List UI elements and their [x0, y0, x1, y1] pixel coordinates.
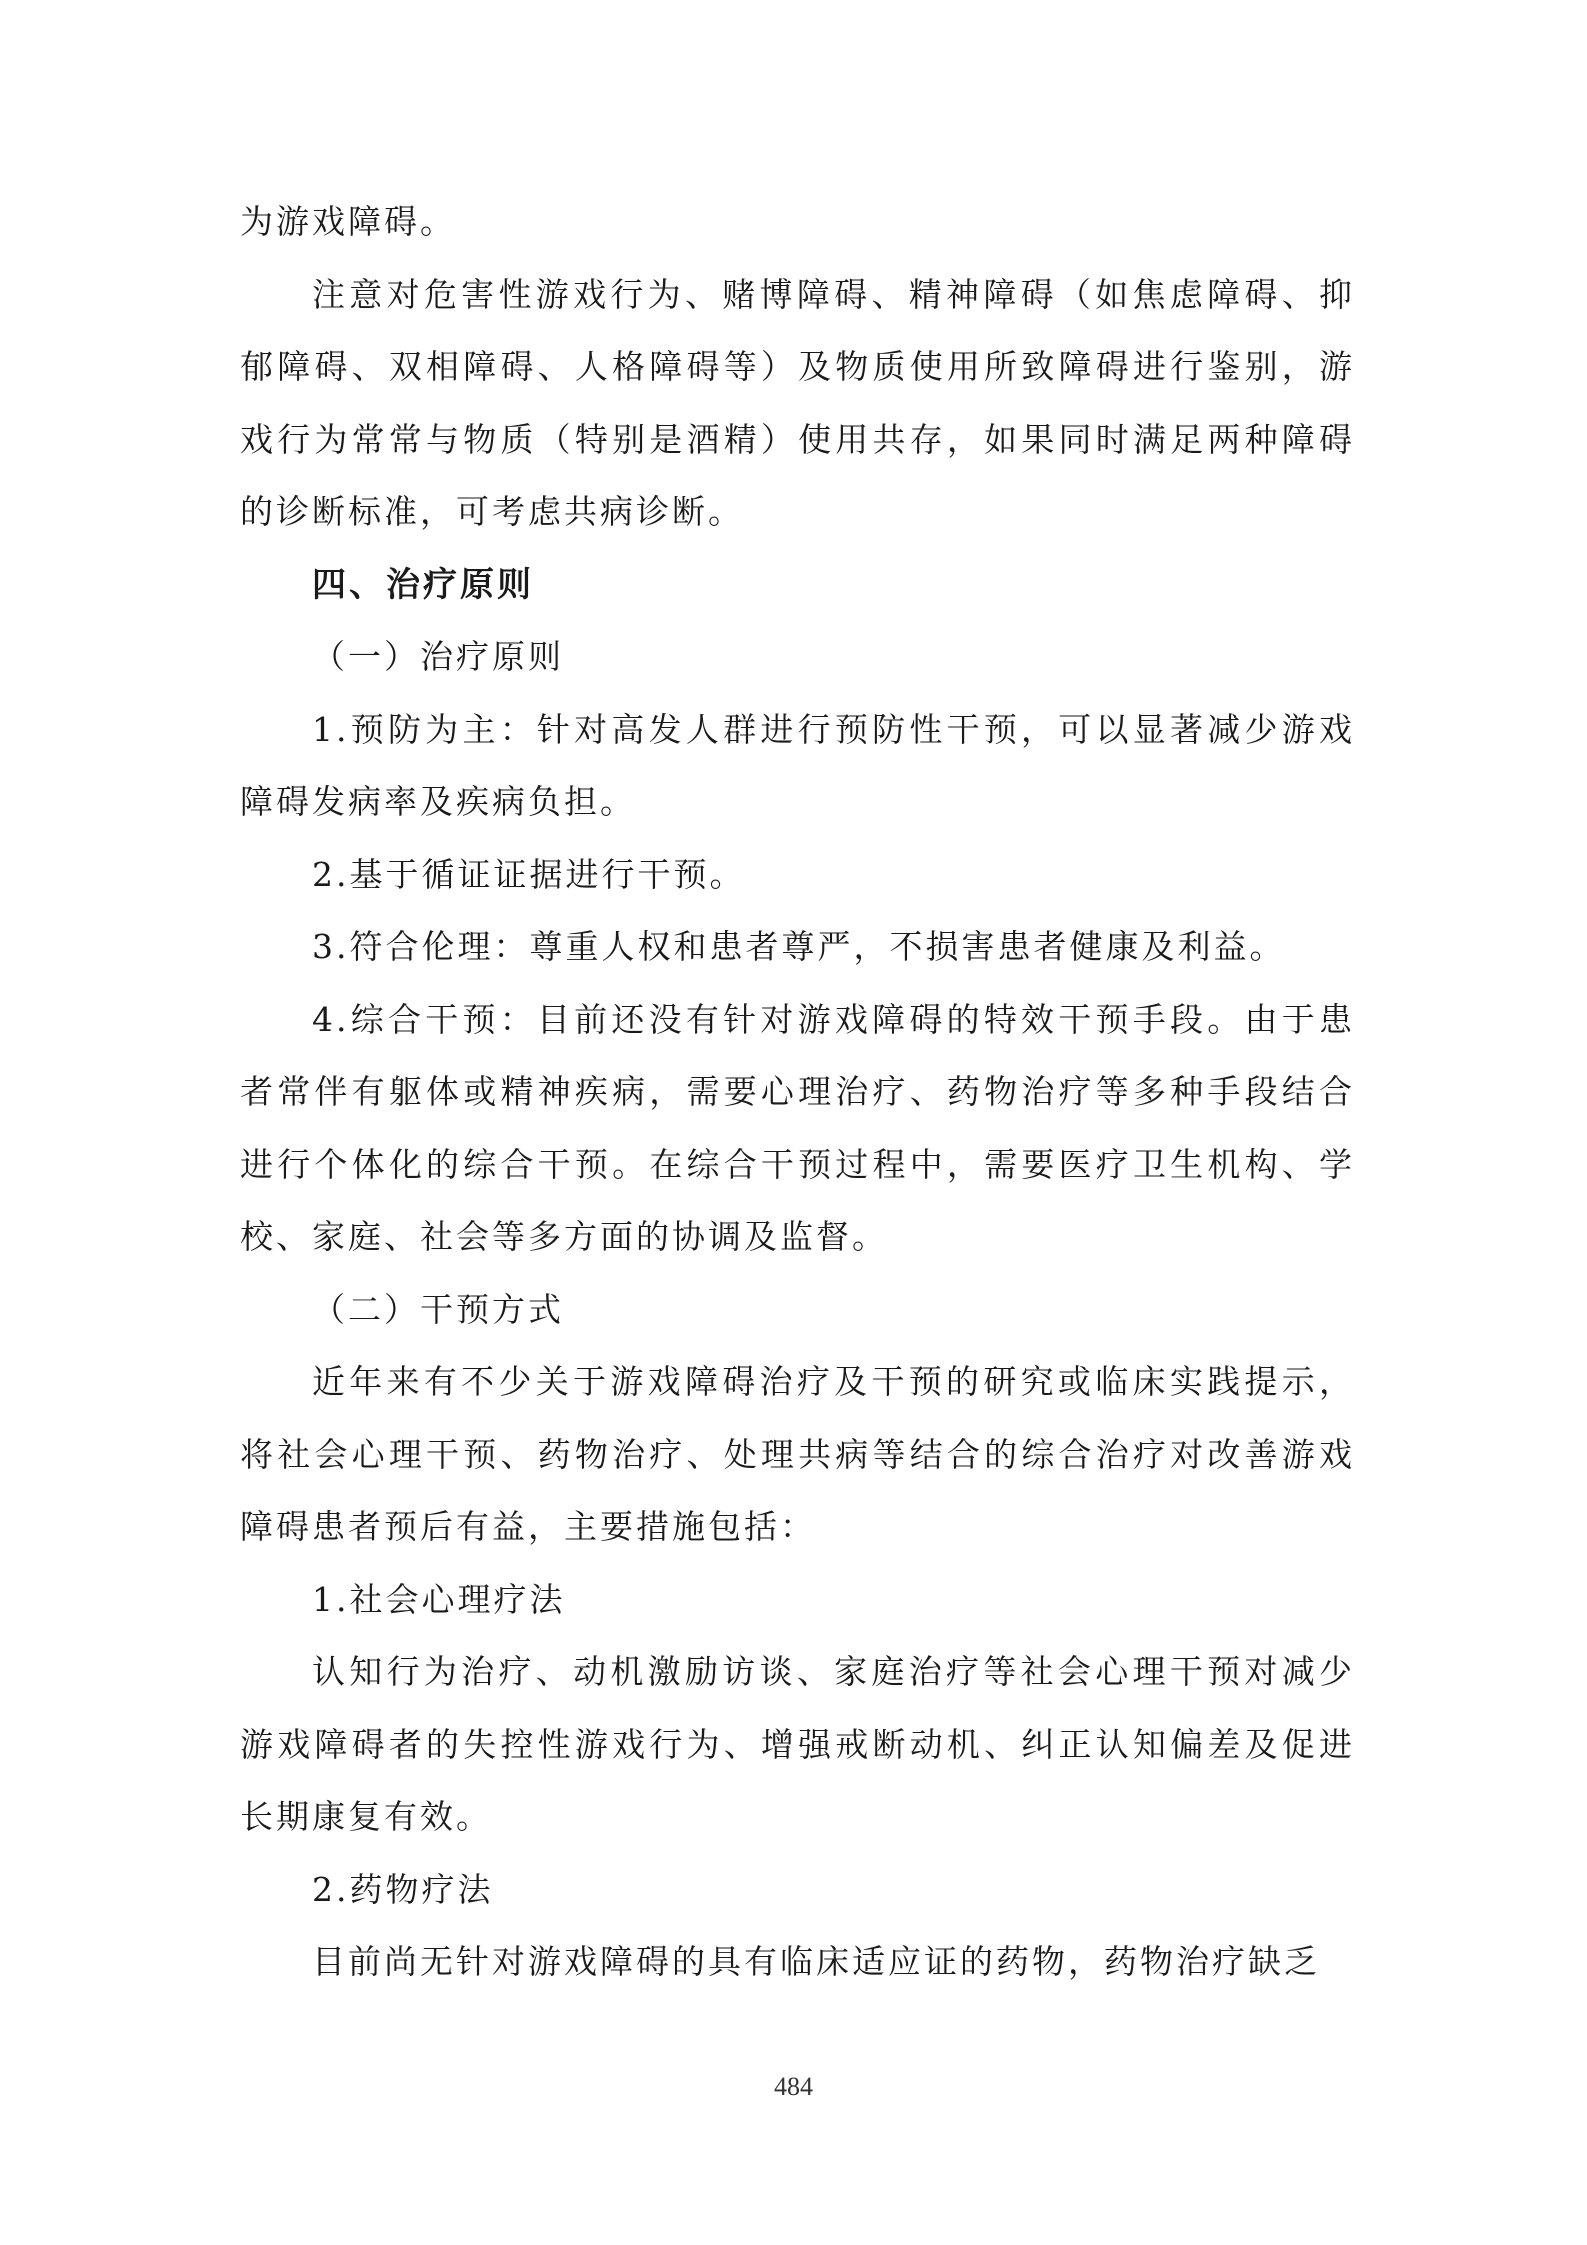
body-text: [240, 186, 1355, 1999]
paragraph-differential-diagnosis: 注意对危害性游戏行为、赌博障碍、精神障碍（如焦虑障碍、抑郁障碍、双相障碍、人格障碍等）及物质使用所致障碍进行鉴别，游戏行为常常与物质（特别是酒精）使用共存，如果同时满足两种障碍的诊断标准，可考虑共病诊断。: [240, 274, 1355, 531]
subsection-heading-intervention-methods: （二）干预方式: [312, 1289, 564, 1329]
paragraph-pharmacotherapy: 目前尚无针对游戏障碍的具有临床适应证的药物，药物治疗缺乏: [312, 1942, 1320, 1981]
page-number: 484: [774, 2072, 813, 2101]
list-item-ethics: 3.符合伦理：尊重人权和患者尊严，不损害患者健康及利益。: [312, 927, 1286, 966]
subsection-heading-principles: （一）治疗原则: [312, 637, 564, 676]
list-heading-psychosocial: 1.社会心理疗法: [312, 1579, 566, 1619]
section-heading-treatment-principles: 四、治疗原则: [312, 564, 534, 605]
paragraph-continuation: 为游戏障碍。: [240, 202, 456, 241]
paragraph-intervention-overview: 近年来有不少关于游戏障碍治疗及干预的研究或临床实践提示，将社会心理干预、药物治疗、处理共病等结合的综合治疗对改善游戏障碍患者预后有益，主要措施包括：: [240, 1362, 1355, 1546]
paragraph-psychosocial: 认知行为治疗、动机激励访谈、家庭治疗等社会心理干预对减少游戏障碍者的失控性游戏行为、增强戒断动机、纠正认知偏差及促进长期康复有效。: [240, 1652, 1355, 1836]
list-item-comprehensive: 4.综合干预：目前还没有针对游戏障碍的特效干预手段。由于患者常伴有躯体或精神疾病，需要心理治疗、药物治疗等多种手段结合进行个体化的综合干预。在综合干预过程中，需要医疗卫生机构、学校、家庭、社会等多方面的协调及监督。: [240, 999, 1355, 1256]
list-item-prevention: 1.预防为主：针对高发人群进行预防性干预，可以显著减少游戏障碍发病率及疾病负担。: [240, 709, 1355, 821]
list-heading-pharmacotherapy: 2.药物疗法: [312, 1869, 494, 1909]
list-item-evidence-based: 2.基于循证证据进行干预。: [312, 854, 746, 894]
